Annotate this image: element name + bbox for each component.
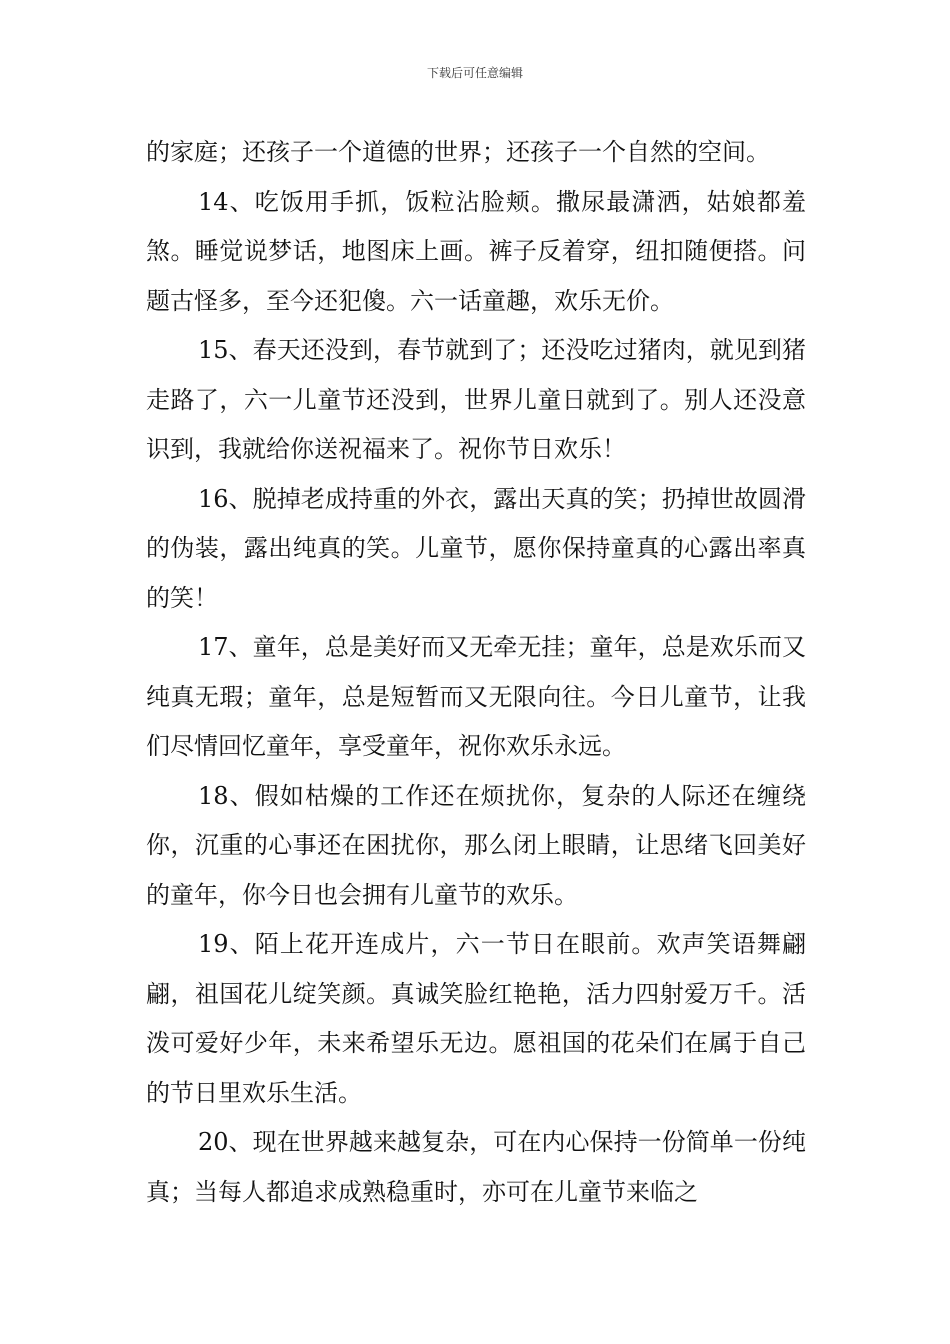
paragraph-19: 19、陌上花开连成片，六一节日在眼前。欢声笑语舞翩翩，祖国花儿绽笑颜。真诚笑脸红艳艳，活力四射爱万千。活泼可爱好少年，未来希望乐无边。愿祖国的花朵们在属于自己的节日里欢乐生活。 xyxy=(146,930,806,1107)
header-note: 下载后可任意编辑 xyxy=(426,66,523,80)
paragraph-20: 20、现在世界越来越复杂，可在内心保持一份简单一份纯真；当每人都追求成熟稳重时，亦可在儿童节来临之 xyxy=(146,1128,806,1206)
paragraph-continuation: 的家庭；还孩子一个道德的世界；还孩子一个自然的空间。 xyxy=(146,138,770,166)
paragraph-15: 15、春天还没到，春节就到了；还没吃过猪肉，就见到猪走路了，六一儿童节还没到，世界儿童日就到了。别人还没意识到，我就给你送祝福来了。祝你节日欢乐！ xyxy=(146,336,806,463)
document-body xyxy=(146,128,806,1217)
paragraph-16: 16、脱掉老成持重的外衣，露出天真的笑；扔掉世故圆滑的伪装，露出纯真的笑。儿童节，愿你保持童真的心露出率真的笑！ xyxy=(146,484,806,612)
paragraph-17: 17、童年，总是美好而又无牵无挂；童年，总是欢乐而又纯真无瑕；童年，总是短暂而又无限向往。今日儿童节，让我们尽情回忆童年，享受童年，祝你欢乐永远。 xyxy=(146,633,806,760)
paragraph-18: 18、假如枯燥的工作还在烦扰你，复杂的人际还在缠绕你，沉重的心事还在困扰你，那么闭上眼睛，让思绪飞回美好的童年，你今日也会拥有儿童节的欢乐。 xyxy=(146,781,806,909)
paragraph-14: 14、吃饭用手抓，饭粒沾脸颊。撒尿最潇洒，姑娘都羞煞。睡觉说梦话，地图床上画。裤子反着穿，纽扣随便搭。问题古怪多，至今还犯傻。六一话童趣，欢乐无价。 xyxy=(146,187,806,315)
